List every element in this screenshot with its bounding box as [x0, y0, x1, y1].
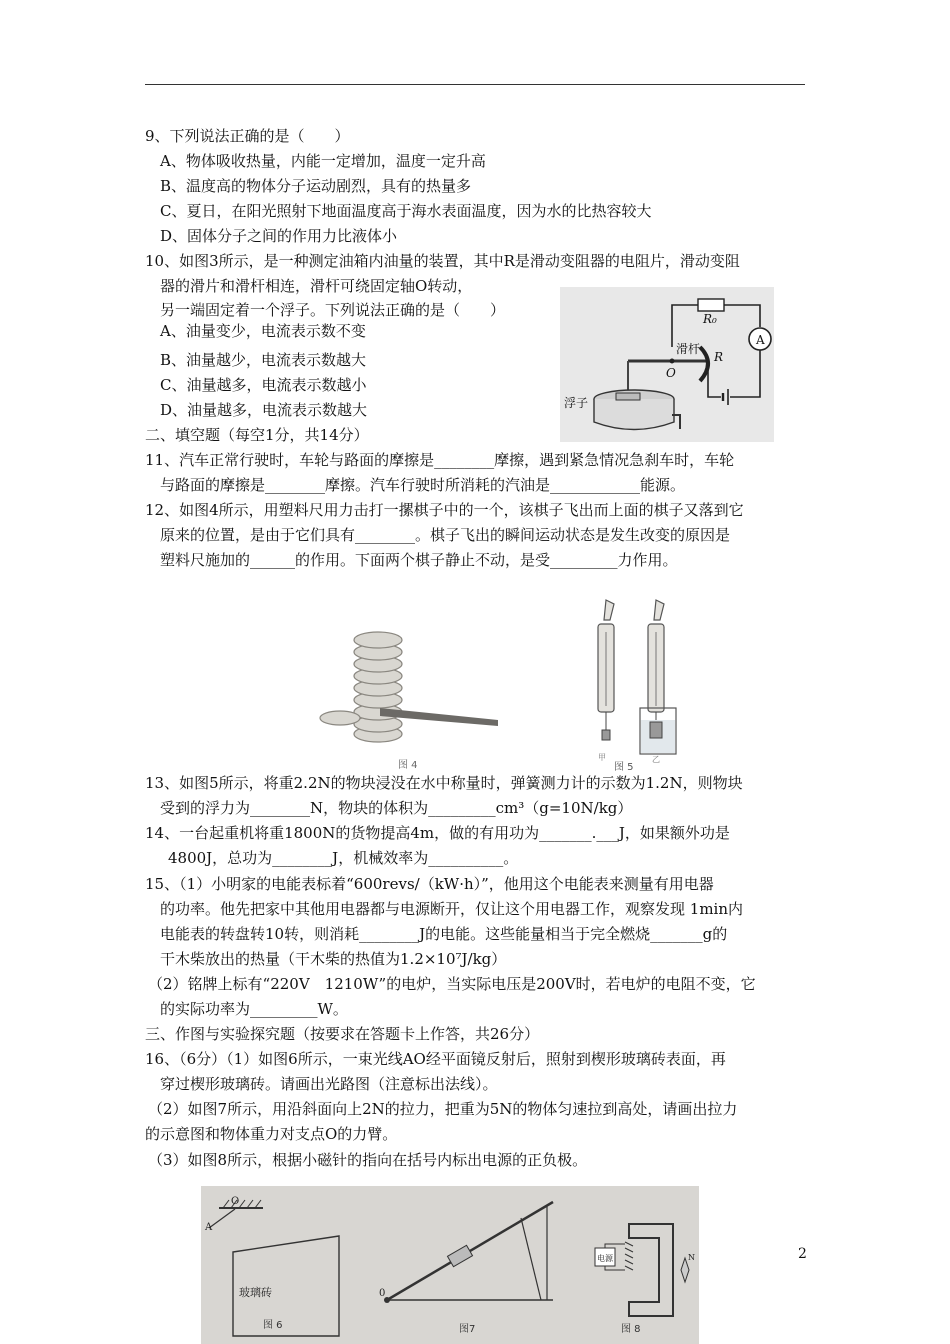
text-line-q16-3: （2）如图7所示，用沿斜面向上2N的拉力，把重为5N的物体匀速拉到高处，请画出拉力	[148, 1100, 738, 1118]
fig7-caption: 图7	[459, 1324, 476, 1335]
text-line-q10c: C、油量越多，电流表示数越小	[160, 376, 367, 394]
text-line-q12-1: 12、如图4所示，用塑料尺用力击打一摞棋子中的一个，该棋子飞出而上面的棋子又落到它	[145, 501, 744, 519]
text-line-q15-3: 电能表的转盘转10转，则消耗________J的电能。这些能量相当于完全燃烧_______g的	[160, 925, 728, 943]
text-line-q10-3: 另一端固定着一个浮子。下列说法正确的是（ ）	[160, 301, 506, 319]
text-line-sec3: 三、作图与实验探究题（按要求在答题卡上作答，共26分）	[145, 1025, 540, 1043]
fig6-glass-label: 玻璃砖	[239, 1286, 272, 1299]
text-line-q9c: C、夏日，在阳光照射下地面温度高于海水表面温度，因为水的比热容较大	[160, 202, 652, 220]
text-line-q16-1: 16、（6分）（1）如图6所示，一束光线AO经平面镜反射后，照射到楔形玻璃砖表面，再	[145, 1050, 726, 1068]
figure-5-spring-scales	[584, 598, 696, 774]
text-line-q9b: B、温度高的物体分子运动剧烈，具有的热量多	[160, 177, 472, 195]
text-line-q9: 9、下列说法正确的是（ ）	[145, 127, 350, 145]
page-number: 2	[798, 1246, 807, 1262]
text-line-q15-5: （2）铭牌上标有“220V 1210W”的电炉，当实际电压是200V时，若电炉的电阻不变，它	[148, 975, 756, 993]
fig3-ammeter-label: A	[756, 333, 765, 347]
fig8-source-label: 电源	[597, 1254, 613, 1263]
fig8-caption: 图 8	[621, 1324, 641, 1335]
fig3-pivot-label: O	[666, 366, 676, 380]
text-line-q11-1: 11、汽车正常行驶时，车轮与路面的摩擦是________摩擦，遇到紧急情况急刹车时，车轮	[145, 451, 735, 469]
text-line-q10-2: 器的滑片和滑杆相连，滑杆可绕固定轴O转动，	[160, 277, 473, 295]
fig7-o-label: 0	[379, 1288, 386, 1299]
figure-3-oil-gauge	[560, 287, 774, 442]
text-line-q13-2: 受到的浮力为________N，物块的体积为_________cm³（g=10N/kg）	[160, 799, 633, 817]
fig3-rod-label: 滑杆	[676, 342, 701, 356]
text-line-q16-2: 穿过楔形玻璃砖。请画出光路图（注意标出法线）。	[160, 1075, 498, 1093]
text-line-q14-1: 14、一台起重机将重1800N的货物提高4m，做的有用功为_______.___J，如果额外功是	[145, 824, 730, 842]
text-line-q12-2: 原来的位置，是由于它们具有________。棋子飞出的瞬间运动状态是发生改变的原因是	[160, 526, 731, 544]
text-line-q14-2: 4800J，总功为________J，机械效率为__________。	[168, 849, 519, 867]
fig3-float-label: 浮子	[564, 396, 589, 410]
text-line-q15-4: 干木柴放出的热量（干木柴的热值为1.2×10⁷J/kg）	[160, 950, 507, 968]
text-line-q13-1: 13、如图5所示，将重2.2N的物块浸没在水中称量时，弹簧测力计的示数为1.2N，则物块	[145, 774, 743, 792]
fig4-caption: 图 4	[398, 760, 418, 771]
fig6-a-label: A	[205, 1222, 213, 1233]
fig3-r0-label: R₀	[703, 312, 717, 326]
text-line-q10d: D、油量越多，电流表示数越大	[160, 401, 368, 419]
text-line-q15-6: 的实际功率为_________W。	[160, 1000, 348, 1018]
text-line-q12-3: 塑料尺施加的______的作用。下面两个棋子静止不动，是受_________力作用。	[160, 551, 678, 569]
fig5-left-label: 甲	[598, 753, 606, 762]
text-line-q10a: A、油量变少，电流表示数不变	[160, 322, 366, 340]
text-line-q9a: A、物体吸收热量，内能一定增加，温度一定升高	[160, 152, 486, 170]
text-line-q15-2: 的功率。他先把家中其他用电器都与电源断开，仅让这个用电器工作，观察发现 1min内	[160, 900, 743, 918]
fig3-r-label: R	[714, 350, 724, 364]
figure-6-7-8-photo	[201, 1186, 699, 1344]
fig6-o-label: O	[231, 1196, 240, 1207]
text-line-q16-4: 的示意图和物体重力对支点O的力臂。	[145, 1125, 398, 1143]
text-line-q11-2: 与路面的摩擦是________摩擦。汽车行驶时所消耗的汽油是____________能源。	[160, 476, 686, 494]
text-line-q10-1: 10、如图3所示，是一种测定油箱内油量的装置，其中R是滑动变阻器的电阻片，滑动变阻	[145, 252, 740, 270]
header-rule	[145, 84, 805, 85]
fig6-caption: 图 6	[263, 1320, 283, 1331]
text-line-q10b: B、油量越少，电流表示数越大	[160, 351, 367, 369]
text-line-q16-5: （3）如图8所示，根据小磁针的指向在括号内标出电源的正负极。	[148, 1151, 588, 1169]
fig5-caption: 图 5	[614, 762, 634, 773]
fig5-right-label: 乙	[652, 755, 660, 764]
fig8-n-label: N	[688, 1253, 695, 1262]
text-line-q9d: D、固体分子之间的作用力比液体小	[160, 227, 398, 245]
figure-4-chess-stack	[318, 622, 506, 772]
text-line-q15-1: 15、（1）小明家的电能表标着“600revs/（kW·h）”，他用这个电能表来测量有用电器	[145, 875, 714, 893]
text-line-sec2: 二、填空题（每空1分，共14分）	[145, 426, 369, 444]
